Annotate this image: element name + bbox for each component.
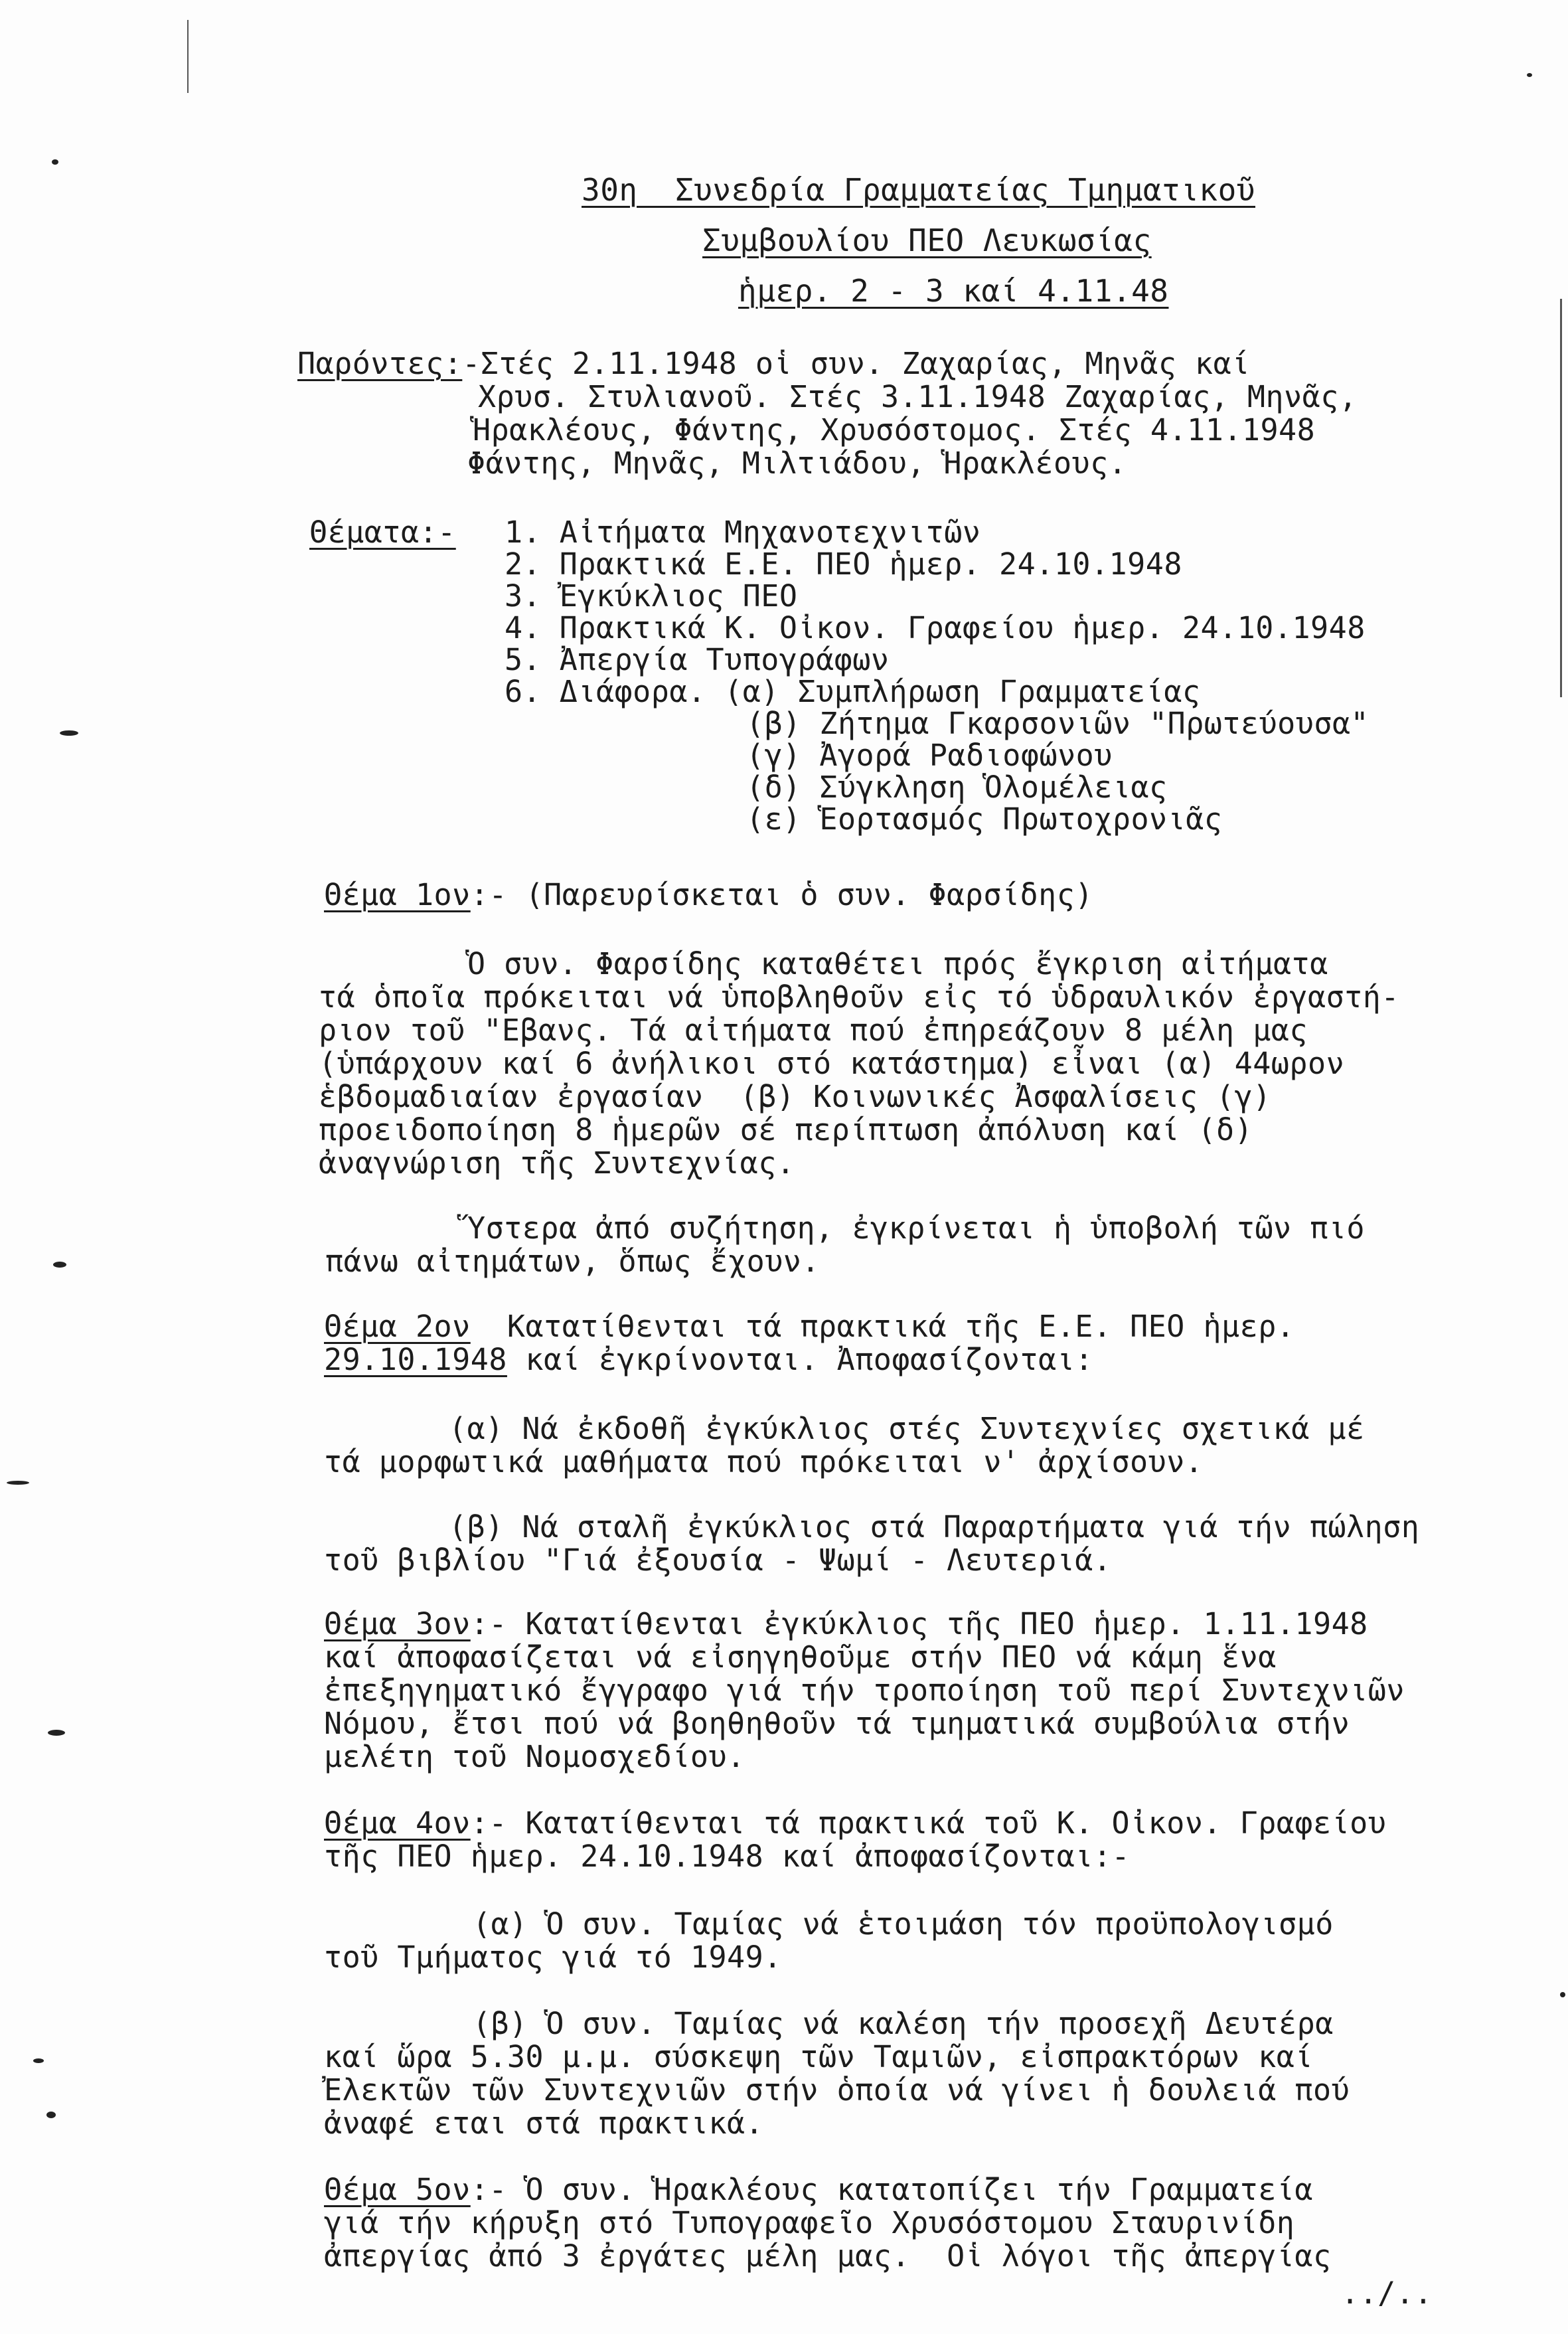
topic-2-label: Θέμα 2ον: [324, 1309, 471, 1344]
agenda-subitem-e: (ε) Ἑορτασμός Πρωτοχρονιᾶς: [746, 801, 1223, 837]
topic-2-heading: [324, 1308, 1294, 1345]
topic-5-heading-text: :- Ὁ συν. Ἡρακλέους κατατοπίζει τήν Γραμματεία: [470, 2172, 1313, 2207]
topic-1-p1-line: Ὁ συν. Φαρσίδης καταθέτει πρός ἔγκριση αἰτήματα: [467, 946, 1328, 981]
scan-speck: [46, 2112, 56, 2118]
meeting-title: 30η Συνεδρία Γραμματείας Τμηματικοῦ: [582, 172, 1255, 208]
topic-1-label: Θέμα 1ον: [324, 877, 471, 912]
topic-1-heading: [324, 876, 1093, 914]
topic-1-p1-line: ριον τοῦ "Εβανς. Τά αἰτήματα πού ἐπηρεάζουν 8 μέλη μας: [319, 1013, 1308, 1048]
topic-5-heading: [324, 2171, 1313, 2209]
topic-3-heading-text: :- Κατατίθενται ἐγκύκλιος τῆς ΠΕΟ ἡμερ. 1.11.1948: [470, 1606, 1368, 1641]
topic-1-heading-text: :- (Παρευρίσκεται ὁ συν. Φαρσίδης): [470, 877, 1093, 912]
present-label: Παρόντες:: [297, 346, 463, 381]
scan-speck: [60, 730, 78, 736]
topic-3-label: Θέμα 3ον: [324, 1606, 471, 1641]
topic-2-decision-a: τά μορφωτικά μαθήματα πού πρόκειται ν' ἀρχίσουν.: [324, 1444, 1204, 1479]
topic-2-line-2: [324, 1341, 1093, 1378]
scan-speck: [1560, 1992, 1565, 1997]
topic-3-heading: [324, 1606, 1368, 1643]
topic-1-p1-line: προειδοποίηση 8 ἡμερῶν σέ περίπτωση ἀπόλυση καί (δ): [319, 1112, 1253, 1147]
topic-4-decision-b: Ἐλεκτῶν τῶν Συντεχνιῶν στήν ὁποία νά γίνει ἡ δουλειά πού: [324, 2072, 1350, 2108]
agenda-item-2: 2. Πρακτικά Ε.Ε. ΠΕΟ ἡμερ. 24.10.1948: [505, 546, 1182, 582]
topic-4-decision-a: τοῦ Τμήματος γιά τό 1949.: [324, 1940, 782, 1975]
topic-4-decision-a: (α) Ὁ συν. Ταμίας νά ἑτοιμάση τόν προϋπολογισμό: [473, 1906, 1334, 1942]
topic-4-label: Θέμα 4ον: [324, 1805, 471, 1841]
topic-1-p2-line: πάνω αἰτημάτων, ὅπως ἔχουν.: [325, 1244, 820, 1279]
present-line-3: Ἡρακλέους, Φάντης, Χρυσόστομος. Στές 4.11.1948: [473, 412, 1316, 448]
topic-1-p1-line: ἑβδομαδιαίαν ἐργασίαν (β) Κοινωνικές Ἀσφαλίσεις (γ): [319, 1079, 1271, 1114]
scan-speck: [1527, 73, 1532, 77]
topic-1-p1-line: (ὑπάρχουν καί 6 ἀνήλικοι στό κατάστημα) εἶναι (α) 44ωρον: [319, 1046, 1345, 1081]
agenda-item-4: 4. Πρακτικά Κ. Οἰκον. Γραφείου ἡμερ. 24.10.1948: [505, 610, 1366, 645]
topic-4-decision-b: (β) Ὁ συν. Ταμίας νά καλέση τήν προσεχῆ Δευτέρα: [473, 2006, 1334, 2041]
agenda-subitem-c: (γ) Ἀγορά Ραδιοφώνου: [746, 738, 1113, 773]
scan-speck: [7, 1481, 29, 1485]
topic-2-decision-b: (β) Νά σταλῆ ἐγκύκλιος στά Παραρτήματα γιά τήν πώληση: [449, 1509, 1420, 1544]
agenda-label: Θέματα:-: [309, 515, 456, 550]
agenda-item-6: 6. Διάφορα. (α) Συμπλήρωση Γραμματείας: [505, 674, 1201, 709]
meeting-dates: ἡμερ. 2 - 3 καί 4.11.48: [738, 273, 1169, 309]
topic-3-line: Νόμου, ἔτσι πού νά βοηθηθοῦν τά τμηματικά συμβούλια στήν: [324, 1706, 1350, 1741]
page-continued-marker: ../..: [1341, 2276, 1433, 2311]
present-line-2: Χρυσ. Στυλιανοῦ. Στές 3.11.1948 Ζαχαρίας, Μηνᾶς,: [478, 379, 1358, 414]
topic-2-decision-a: (α) Νά ἐκδοθῆ ἐγκύκλιος στές Συντεχνίες σχετικά μέ: [449, 1411, 1365, 1446]
scan-speck: [33, 2058, 44, 2063]
agenda-subitem-b: (β) Ζήτημα Γκαρσονιῶν "Πρωτεύουσα": [746, 706, 1370, 741]
topic-2-date: 29.10.1948: [324, 1342, 507, 1377]
topic-4-heading-text: :- Κατατίθενται τά πρακτικά τοῦ Κ. Οἰκον. Γραφείου: [470, 1805, 1387, 1841]
topic-5-line: γιά τήν κήρυξη στό Τυπογραφεῖο Χρυσόστομου Σταυρινίδη: [324, 2205, 1295, 2240]
topic-1-p1-line: τά ὁποῖα πρόκειται νά ὑποβληθοῦν εἰς τό ὑδραυλικόν ἐργαστή-: [319, 979, 1399, 1015]
topic-2-decision-b: τοῦ βιβλίου "Γιά ἐξουσία - Ψωμί - Λευτεριά.: [324, 1542, 1112, 1578]
topic-4-decision-b: ἀναφέ εται στά πρακτικά.: [324, 2106, 764, 2141]
agenda-subitem-d: (δ) Σύγκληση Ὁλομέλειας: [746, 770, 1168, 805]
topic-5-label: Θέμα 5ον: [324, 2172, 471, 2207]
topic-4-heading: [324, 1805, 1386, 1842]
agenda-item-3: 3. Ἐγκύκλιος ΠΕΟ: [505, 578, 798, 614]
scan-speck: [52, 159, 58, 165]
present-line-4: Φάντης, Μηνᾶς, Μιλτιάδου, Ἡρακλέους.: [467, 446, 1127, 481]
topic-4-decision-b: καί ὥρα 5.30 μ.μ. σύσκεψη τῶν Ταμιῶν, εἰσπρακτόρων καί: [324, 2039, 1313, 2074]
topic-3-line: μελέτη τοῦ Νομοσχεδίου.: [324, 1739, 745, 1774]
agenda-item-1: 1. Αἰτήματα Μηχανοτεχνιτῶν: [505, 515, 981, 550]
meeting-council: Συμβουλίου ΠΕΟ Λευκωσίας: [702, 222, 1152, 258]
topic-1-p2-line: Ὕστερα ἀπό συζήτηση, ἐγκρίνεται ἡ ὑποβολή τῶν πιό: [467, 1210, 1366, 1246]
agenda-item-5: 5. Ἀπεργία Τυπογράφων: [505, 642, 890, 677]
topic-5-line: ἀπεργίας ἀπό 3 ἐργάτες μέλη μας. Οἱ λόγοι τῆς ἀπεργίας: [324, 2238, 1332, 2274]
scan-edge-line: [1560, 299, 1562, 697]
scan-edge-line: [187, 20, 189, 93]
topic-4-line: τῆς ΠΕΟ ἡμερ. 24.10.1948 καί ἀποφασίζονται:-: [324, 1839, 1131, 1874]
present-text: -Στές 2.11.1948 οἱ συν. Ζαχαρίας, Μηνᾶς καί: [462, 346, 1250, 381]
present-line-1: [297, 345, 1250, 382]
topic-3-line: καί ἀποφασίζεται νά εἰσηγηθοῦμε στήν ΠΕΟ νά κάμη ἕνα: [324, 1639, 1277, 1675]
topic-1-p1-line: ἀναγνώριση τῆς Συντεχνίας.: [319, 1145, 795, 1181]
topic-2-line-2-text: καί ἐγκρίνονται. Ἀποφασίζονται:: [507, 1342, 1093, 1377]
topic-3-line: ἐπεξηγηματικό ἔγγραφο γιά τήν τροποίηση τοῦ περί Συντεχνιῶν: [324, 1673, 1405, 1708]
scan-speck: [48, 1730, 65, 1736]
topic-2-heading-text: Κατατίθενται τά πρακτικά τῆς Ε.Ε. ΠΕΟ ἡμερ.: [470, 1309, 1295, 1344]
scan-speck: [53, 1262, 66, 1268]
